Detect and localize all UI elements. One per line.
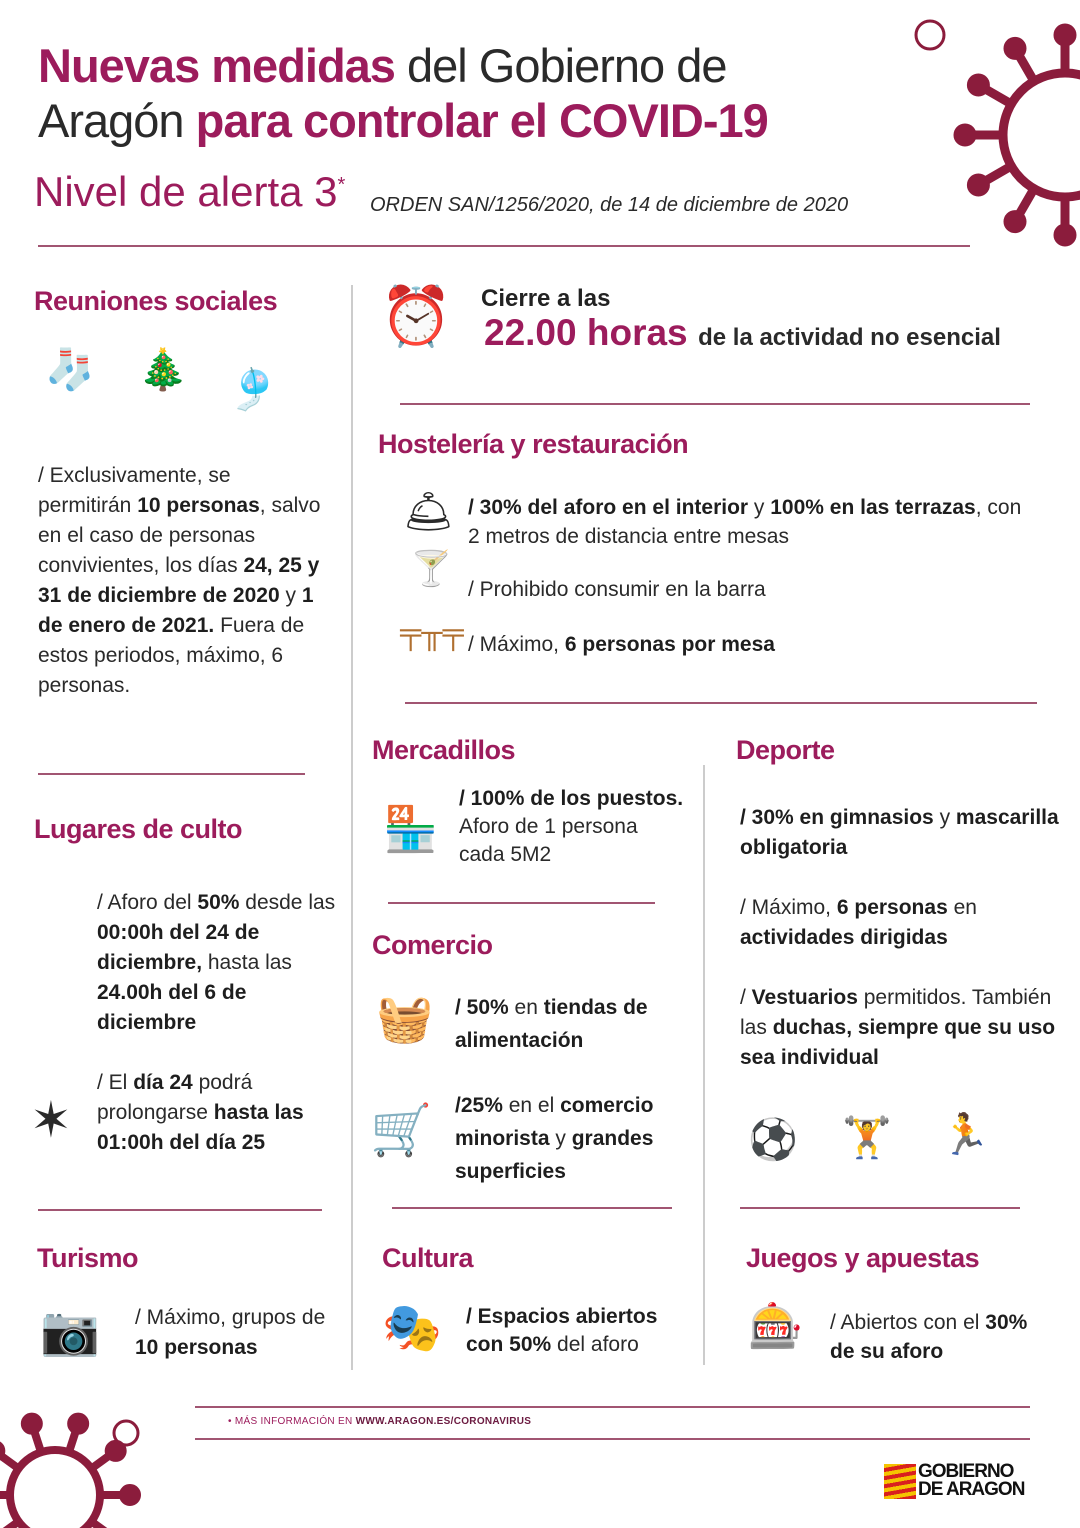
text: , con 2 metros de distancia entre mesas <box>468 496 1022 548</box>
virus-spike-tip <box>1008 215 1022 229</box>
alarm-clock-icon: ⏰ <box>380 284 453 349</box>
text: y <box>748 496 771 519</box>
christmas-tree-icon: 🎄 <box>138 348 188 392</box>
divider <box>38 1209 322 1211</box>
title-line-2 <box>38 93 768 148</box>
order-reference: ORDEN SAN/1256/2020, de 14 de diciembre de 2020 <box>370 194 849 216</box>
virus-spike-tip <box>1058 228 1072 242</box>
alert-asterisk: * <box>337 174 346 196</box>
text: del aforo <box>551 1333 639 1356</box>
section-title-culto: Lugares de culto <box>34 814 243 844</box>
deporte-item <box>740 803 1060 863</box>
culto-item <box>97 1068 342 1158</box>
more-info-text: MÁS INFORMACIÓN EN <box>234 1416 356 1427</box>
bold-text: / 30% del aforo en el interior <box>468 496 749 519</box>
title-line-1 <box>38 38 768 93</box>
text: y <box>933 806 956 829</box>
bold-text: / 100% de los puestos. <box>459 787 684 810</box>
runner-icon: 🏃 <box>940 1113 990 1157</box>
virus-spike <box>91 1521 115 1528</box>
table-chairs-icon: ╤╥╤ <box>400 616 464 649</box>
divider <box>38 245 970 247</box>
text: y <box>549 1127 572 1150</box>
bold-text: día 24 <box>133 1071 193 1094</box>
text: hasta las <box>202 951 292 974</box>
hosteleria-item <box>468 575 766 605</box>
bold-text: 6 personas <box>836 896 948 919</box>
divider <box>195 1406 1030 1408</box>
text: Fuera de estos periodos, máximo, 6 personas. <box>38 614 305 697</box>
divider <box>400 403 1030 405</box>
text: / Aforo del <box>97 891 198 914</box>
bold-text: / Espacios abiertos con 50% <box>466 1305 658 1356</box>
divider <box>740 1207 1020 1209</box>
bold-text: hasta las 01:00h del día 25 <box>97 1101 304 1154</box>
divider <box>38 773 305 775</box>
gobierno-aragon-logo <box>884 1463 1024 1499</box>
section-title-cultura: Cultura <box>382 1243 473 1273</box>
more-info-link[interactable]: WWW.ARAGON.ES/CORONAVIRUS <box>355 1416 532 1427</box>
casino-chips-icon: 🎰 <box>748 1302 803 1351</box>
christmas-ornaments-icon: 🎐 <box>228 368 278 412</box>
text: / Abiertos con el <box>830 1311 986 1334</box>
text: / El <box>97 1071 134 1094</box>
soccer-ball-icon: ⚽ <box>748 1118 798 1162</box>
section-title-reuniones: Reuniones sociales <box>34 286 278 316</box>
bold-text: 100% en las terrazas <box>770 496 976 519</box>
text: del Gobierno de <box>394 39 727 92</box>
virus-spike-tip <box>71 1417 85 1431</box>
text: en <box>947 896 977 919</box>
culto-item <box>97 888 347 1038</box>
text: / Máximo, <box>468 633 565 656</box>
bold-text: 10 personas <box>137 494 260 517</box>
camera-icon: 📷 <box>40 1305 100 1358</box>
divider <box>405 702 1037 704</box>
logo-line-1: GOBIERNO <box>918 1461 1014 1482</box>
bold-text: comercio minorista <box>455 1094 654 1150</box>
section-title-deporte: Deporte <box>736 735 835 765</box>
virus-spike-tip <box>25 1417 39 1431</box>
weightlifter-icon: 🏋 <box>842 1116 892 1160</box>
bold-text: 24.00h del 6 de diciembre <box>97 981 247 1034</box>
virus-spike-tip <box>1058 28 1072 42</box>
virus-spike-tip <box>123 1488 137 1502</box>
virus-icon-top-right <box>958 28 1080 242</box>
theater-masks-icon: 🎭 <box>382 1302 442 1355</box>
bold-text: Vestuarios <box>751 986 858 1009</box>
bold-text: / 50% <box>455 996 509 1019</box>
alert-level <box>34 168 345 216</box>
text: Aforo de 1 persona cada 5M2 <box>459 815 638 866</box>
deporte-item <box>740 983 1060 1073</box>
aragon-flag-icon <box>884 1464 916 1499</box>
text: / Máximo, <box>740 896 837 919</box>
market-stall-icon: 🏪 <box>383 805 438 854</box>
star-sparkle-icon: ✶ <box>30 1092 72 1148</box>
bold-text: 30% de su aforo <box>830 1311 1028 1363</box>
text: en el <box>502 1094 561 1117</box>
cierre-time-line <box>484 312 1001 354</box>
food-basket-icon: 🧺 <box>376 992 434 1044</box>
text: en <box>508 996 544 1019</box>
logo-line-2: DE ARAGON <box>918 1479 1025 1500</box>
section-title-turismo: Turismo <box>37 1243 139 1273</box>
section-title-juegos: Juegos y apuestas <box>746 1243 980 1273</box>
shopping-cart-icon: 🛒 <box>370 1102 433 1158</box>
bold-text: tiendas de alimentación <box>455 996 648 1052</box>
bold-text: Nuevas medidas <box>38 39 395 92</box>
text: / Prohibido consumir en la barra <box>468 578 766 601</box>
cierre-time: 22.00 horas <box>484 312 688 353</box>
bold-text: 50% <box>197 891 240 914</box>
more-info: • MÁS INFORMACIÓN EN WWW.ARAGON.ES/CORONAVIRUS <box>228 1416 532 1427</box>
cocktail-icon: 🍸 <box>410 550 453 588</box>
juegos-text <box>830 1308 1030 1366</box>
bold-text: 24, 25 y 31 de diciembre de 2020 <box>38 554 320 607</box>
bold-text: 6 personas por mesa <box>564 633 775 656</box>
virus-spike-tip <box>1008 41 1022 55</box>
divider <box>195 1438 1030 1440</box>
page-title <box>38 38 768 148</box>
bold-text: / 30% en gimnasios <box>740 806 934 829</box>
virus-spike-tip <box>971 78 985 92</box>
christmas-stocking-icon: 🧦 <box>45 348 95 392</box>
comercio-item <box>455 991 695 1057</box>
cloche-icon: 🛎 <box>403 490 454 534</box>
comercio-item <box>455 1089 695 1188</box>
bold-text: duchas, siempre que su uso sea individual <box>740 1016 1056 1069</box>
virus-spike <box>0 1521 19 1528</box>
bold-text: grandes superficies <box>455 1127 654 1183</box>
virus-spike-tip <box>971 178 985 192</box>
column-divider <box>703 765 705 1365</box>
text: Aragón <box>38 94 196 147</box>
section-title-mercadillos: Mercadillos <box>372 735 516 765</box>
deporte-item <box>740 893 1060 953</box>
bold-text: mascarilla obligatoria <box>740 806 1059 859</box>
bold-text: 10 personas <box>135 1336 258 1359</box>
mercadillos-text <box>459 785 684 869</box>
text: y <box>279 584 302 607</box>
turismo-text <box>135 1303 335 1363</box>
hosteleria-item <box>468 493 1028 551</box>
virus-icon-small <box>114 21 944 1445</box>
divider <box>392 1207 672 1209</box>
section-title-hosteleria: Hostelería y restauración <box>378 429 689 459</box>
text: , salvo en el caso de personas convivientes, los días <box>38 494 321 577</box>
bold-text: para controlar el COVID-19 <box>195 94 768 147</box>
virus-spike-tip <box>958 128 972 142</box>
alert-level-text: Nivel de alerta 3 <box>34 168 338 215</box>
virus-icon-bottom-left <box>0 1417 137 1528</box>
hosteleria-item <box>468 630 775 660</box>
text: desde las <box>239 891 336 914</box>
section-title-comercio: Comercio <box>372 930 493 960</box>
text: / Máximo, grupos de <box>135 1306 326 1329</box>
cierre-label: Cierre a las <box>481 285 611 312</box>
cultura-text <box>466 1303 696 1359</box>
text: / Exclusivamente, se permitirán <box>38 464 231 517</box>
divider <box>388 902 655 904</box>
text: podrá prolongarse <box>97 1071 253 1124</box>
text: / <box>740 986 752 1009</box>
reuniones-text <box>38 461 323 701</box>
virus-spike-tip <box>109 1444 123 1458</box>
bold-text: 1 de enero de 2021. <box>38 584 314 637</box>
bold-text: /25% <box>455 1094 503 1117</box>
virus-spike-tip <box>0 1444 1 1458</box>
cierre-suffix: de la actividad no esencial <box>698 324 1001 351</box>
bold-text: 00:00h del 24 de diciembre, <box>97 921 260 974</box>
column-divider <box>351 285 353 1370</box>
bold-text: actividades dirigidas <box>740 926 948 949</box>
text: permitidos. También las <box>740 986 1052 1039</box>
